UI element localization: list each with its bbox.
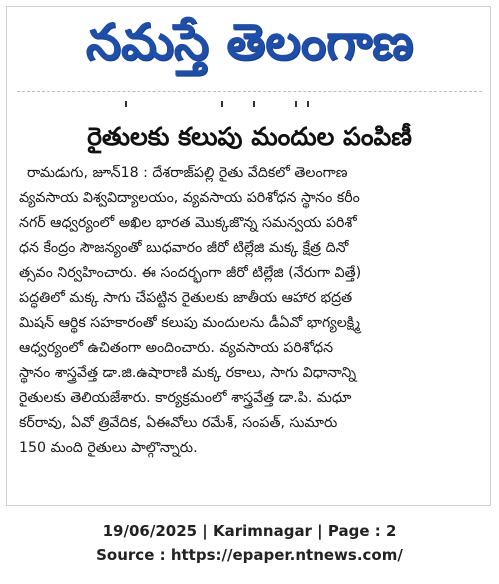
article-line: వ్యవసాయ విశ్వవిద్యాలయం, వ్యవసాయ పరిశోధన స్థానం కరీం — [19, 190, 360, 206]
cropped-text-fragments — [7, 101, 492, 109]
article-line: త్సవం నిర్వహించారు. ఈ సందర్భంగా జీరో టిల్లేజి (నేరుగా విత్తే) — [19, 265, 362, 281]
article-line: నగర్ ఆధ్వర్యంలో అఖిల భారత మొక్కజొన్న సమన్వయ పరిశో — [19, 215, 357, 231]
article-line: ఆధ్వర్యంలో ఉచితంగా అందించారు. వ్యవసాయ పరిశోధన — [19, 340, 334, 356]
clipping-source: Source : https://epaper.ntnews.com/ — [96, 546, 403, 564]
newspaper-masthead: నమస్తే తెలంగాణ — [85, 13, 414, 71]
article-body — [19, 161, 485, 501]
article-headline: రైతులకు కలుపు మందుల పంపిణీ — [87, 122, 412, 151]
article-line: రామడుగు, జూన్18 : దేశరాజ్‌పల్లి రైతు వేదికలో తెలంగాణ — [27, 165, 348, 181]
article-line: పద్ధతిలో మక్క సాగు చేపట్టిన రైతులకు జాతీయ ఆహార భద్రత — [19, 290, 353, 306]
clipping-meta: 19/06/2025 | Karimnagar | Page : 2 — [102, 522, 397, 540]
article-line: రైతులకు తెలియజేశారు. కార్యక్రమంలో శాస్త్రవేత్త డా.పి. మధూ — [19, 390, 352, 406]
divider — [17, 91, 482, 92]
article-line: కర్‌రావు, ఏవో త్రివేదిక, ఏఈవోలు రమేశ్, సంపత్, సుమారు — [19, 415, 338, 431]
clipping-frame — [6, 6, 491, 506]
article-line: మిషన్ ఆర్థిక సహకారంతో కలుపు మందులను డీఏవో భాగ్యలక్ష్మి — [19, 315, 361, 331]
article-line: స్థానం శాస్త్రవేత్త డా.జి.ఉషారాణి మక్క రకాలు, సాగు విధానాన్ని — [19, 365, 357, 381]
article-line: 150 మంది రైతులు పాల్గొన్నారు. — [19, 440, 198, 456]
article-line: ధన కేంద్రం సౌజన్యంతో బుధవారం జీరో టిల్లేజి మక్క క్షేత్ర దినో — [19, 240, 349, 256]
